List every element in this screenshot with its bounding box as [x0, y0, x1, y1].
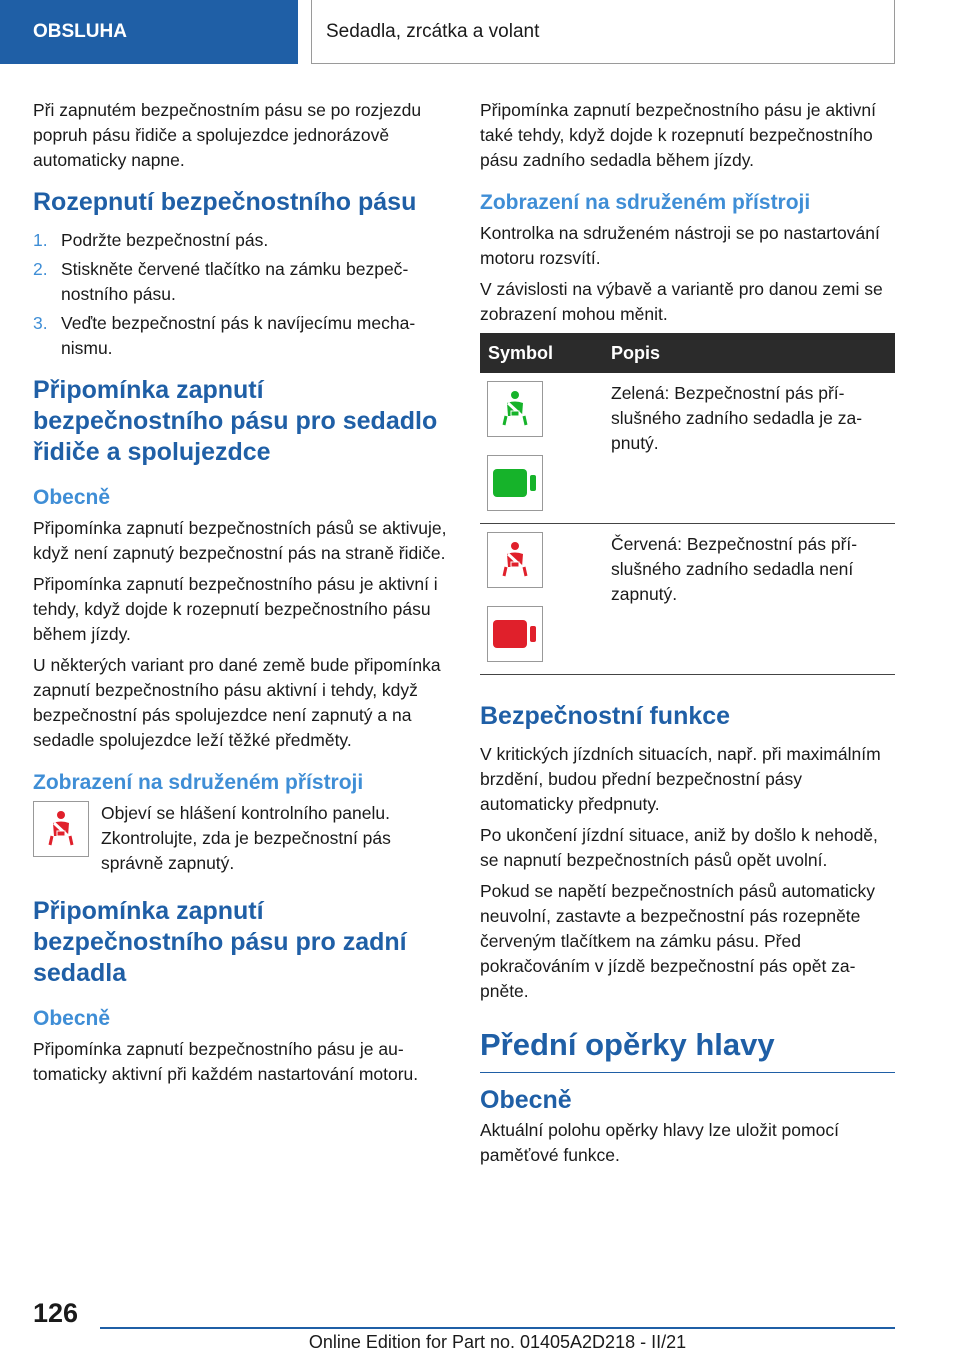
symbol-cell	[480, 524, 603, 675]
step-number: 3.	[33, 313, 48, 333]
table-header-row	[480, 333, 895, 373]
page-number: 126	[33, 1298, 79, 1328]
footer-divider	[100, 1327, 895, 1329]
chapter-header	[311, 0, 895, 64]
description-cell: Zelená: Bezpečnostní pás příslušného zadního sedadla je zapnutý.	[603, 373, 895, 524]
seat-red-indicator-icon	[487, 606, 543, 662]
heading-general: Obecně	[480, 1086, 572, 1114]
step-item	[33, 311, 451, 361]
display-infobox	[33, 801, 451, 876]
column-header-symbol: Symbol	[480, 333, 603, 373]
step-number: 1.	[33, 230, 48, 250]
heading-display: Zobrazení na sdruženém přístroji	[480, 191, 811, 214]
paragraph: Připomínka zapnutí bezpečnostního pásu je automaticky aktivní při každém nastartování motoru.	[33, 1039, 419, 1084]
heading-safety-function: Bezpečnostní funkce	[480, 702, 731, 730]
paragraph: Pokud se napětí bezpečnostních pásů automaticky neuvolní, zastavte a bezpečnostní pás rozepněte červeným tlačítkem na zámku pásu. Před pokračováním v jízdě bezpečnostní pás opět zapněte.	[480, 881, 875, 1001]
step-text: Veďte bezpečnostní pás k navíjecímu mechanismu.	[61, 313, 416, 358]
step-number: 2.	[33, 259, 48, 279]
seatbelt-warning-icon	[33, 801, 89, 857]
heading-reminder-rear: Připomínka zapnutí bezpečnostního pásu pro zadní sedadla	[33, 897, 407, 987]
paragraph: Připomínka zapnutí bezpečnostních pásů se aktivuje, když není zapnutý bezpečnostní pás na straně řidiče.	[33, 518, 447, 563]
intro-paragraph: Při zapnutém bezpečnostním pásu se po rozjezdu popruh pásu řidiče a spolujezdce jednorázově automaticky napne.	[33, 100, 422, 170]
heading-display: Zobrazení na sdruženém přístroji	[33, 771, 364, 794]
paragraph: Připomínka zapnutí bezpečnostního pásu je aktivní i tehdy, když dojde k rozepnutí bezpečnostního pásu během jízdy.	[33, 574, 438, 644]
paragraph: Připomínka zapnutí bezpečnostního pásu je aktivní také tehdy, když dojde k rozepnutí bezpečnostního pásu zadního sedadla během jízdy.	[480, 100, 876, 170]
right-column	[480, 98, 895, 1174]
seatbelt-green-icon	[487, 381, 543, 437]
description-cell: Červená: Bezpečnostní pás příslušného zadního sedadla není zapnutý.	[603, 524, 895, 675]
display-text: Objeví se hlášení kontrolního panelu. Zkontrolujte, zda je bezpečnostní pás správně zapnutý.	[101, 803, 391, 873]
symbol-table	[480, 333, 895, 675]
heading-headrests: Přední opěrky hlavy	[480, 1026, 895, 1073]
table-row	[480, 524, 895, 675]
section-tab	[0, 0, 298, 64]
heading-general: Obecně	[33, 486, 111, 509]
heading-reminder-front: Připomínka zapnutí bezpečnostního pásu pro sedadlo řidiče a spolujezdce	[33, 376, 438, 466]
unbuckle-steps	[33, 228, 451, 361]
left-column	[33, 98, 451, 1093]
step-item	[33, 257, 451, 307]
section-title: OBSLUHA	[33, 21, 127, 42]
step-text: Podržte bezpečnostní pás.	[61, 230, 269, 250]
footer-edition: Online Edition for Part no. 01405A2D218 - II/21	[308, 1332, 687, 1352]
paragraph: Aktuální polohu opěrky hlavy lze uložit pomocí paměťové funkce.	[480, 1120, 839, 1165]
seat-green-indicator-icon	[487, 455, 543, 511]
step-text: Stiskněte červené tlačítko na zámku bezpečnostního pásu.	[61, 259, 409, 304]
heading-unbuckle: Rozepnutí bezpečnostního pásu	[33, 188, 417, 216]
column-header-description: Popis	[603, 333, 895, 373]
table-row	[480, 373, 895, 524]
paragraph: Kontrolka na sdruženém nástroji se po nastartování motoru rozsvítí.	[480, 223, 880, 268]
paragraph: U některých variant pro dané země bude připomínka zapnutí bezpečnostního pásu aktivní i tehdy, když bezpečnostní pás spolujezdce není zapnutý a na sedadle spolujezdce leží těžké předměty.	[33, 655, 441, 750]
heading-general: Obecně	[33, 1007, 111, 1030]
symbol-cell	[480, 373, 603, 524]
chapter-title: Sedadla, zrcátka a volant	[326, 20, 540, 42]
step-item	[33, 228, 451, 253]
paragraph: Po ukončení jízdní situace, aniž by došlo k nehodě, se napnutí bezpečnostních pásů opět uvolní.	[480, 825, 878, 870]
paragraph: V kritických jízdních situacích, např. při maximálním brzdění, budou přední bezpečnostní pásy automaticky předpnuty.	[480, 744, 881, 814]
paragraph: V závislosti na výbavě a variantě pro danou zemi se zobrazení mohou měnit.	[480, 279, 883, 324]
seatbelt-red-icon	[487, 532, 543, 588]
